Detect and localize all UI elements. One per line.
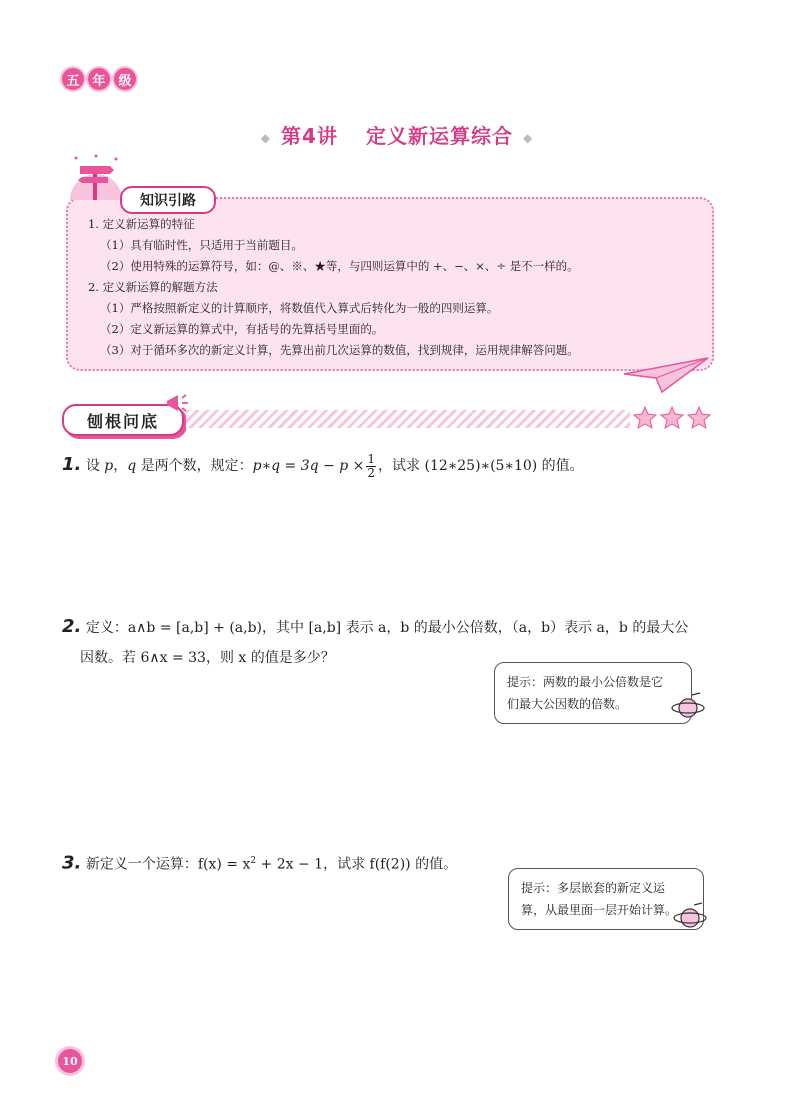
knowledge-line: （1）严格按照新定义的计算顺序，将数值代入算式后转化为一般的四则运算。: [100, 301, 499, 315]
question-1: [62, 450, 584, 481]
knowledge-line: 2. 定义新运算的解题方法: [88, 280, 218, 294]
q2-text: 因数。若 6∧x = 33，则 x 的值是多少？: [80, 650, 335, 666]
q1-var: q: [127, 458, 137, 474]
lesson-number: 第4讲: [281, 124, 338, 148]
q3-text: + 2x − 1，试求 f(f(2)) 的值。: [256, 856, 458, 873]
section-label: 刨根问底: [62, 404, 184, 436]
grade-char: 年: [88, 68, 110, 90]
question-number: 1.: [62, 454, 82, 475]
page-title: [0, 120, 794, 149]
fraction-denominator: 2: [367, 465, 376, 480]
grade-badge: [62, 68, 136, 90]
hint-box: [494, 662, 692, 724]
q1-text: ，试求 (12∗25)∗(5∗10) 的值。: [378, 458, 584, 474]
q1-text: 设: [85, 458, 105, 474]
planet-icon: [670, 692, 706, 722]
knowledge-line: （2）使用特殊的运算符号，如：@、※、★等，与四则运算中的 +、−、×、÷ 是不一样的。: [100, 259, 579, 273]
fraction: [366, 453, 376, 480]
knowledge-badge: [70, 184, 220, 214]
knowledge-line: （3）对于循环多次的新定义计算，先算出前几次运算的数值，找到规律，运用规律解答问题。: [100, 343, 579, 357]
q1-text: ，: [113, 458, 128, 474]
hint-text: 提示：两数的最小公倍数是它: [507, 675, 664, 689]
section-stripe: [186, 410, 630, 428]
lesson-topic: 定义新运算综合: [365, 124, 513, 148]
knowledge-line: 1. 定义新运算的特征: [88, 217, 195, 231]
knowledge-line: （1）具有临时性，只适用于当前题目。: [100, 238, 303, 252]
exponent: 2: [250, 856, 257, 866]
knowledge-label: 知识引路: [120, 186, 216, 214]
q2-text: 定义：a∧b = [a,b] + (a,b)，其中 [a,b] 表示 a，b 的最小公倍数，（a，b）表示 a，b 的最大公: [85, 620, 689, 636]
fraction-numerator: 1: [367, 451, 376, 466]
rating-stars-icon: [632, 404, 712, 432]
question-3: [62, 846, 457, 880]
grade-char: 五: [62, 68, 84, 90]
paper-plane-icon: [622, 352, 710, 396]
q3-text: 新定义一个运算：f(x) = x: [85, 856, 251, 873]
q1-formula: p∗q = 3q − p ×: [252, 458, 365, 474]
page-number: 10: [58, 1049, 82, 1073]
planet-icon: [672, 902, 708, 932]
question-number: 2.: [62, 616, 82, 637]
knowledge-text: [82, 214, 579, 361]
diamond-icon: ◆: [522, 130, 534, 145]
q1-text: 是两个数，规定：: [136, 458, 253, 474]
q1-var: p: [104, 458, 114, 474]
hint-text: 算，从最里面一层开始计算。: [521, 903, 678, 917]
knowledge-line: （2）定义新运算的算式中，有括号的先算括号里面的。: [100, 322, 384, 336]
diamond-icon: ◆: [260, 130, 272, 145]
hint-text: 提示：多层嵌套的新定义运: [521, 881, 666, 895]
grade-char: 级: [114, 68, 136, 90]
question-number: 3.: [62, 852, 82, 874]
hint-text: 们最大公因数的倍数。: [507, 697, 628, 711]
